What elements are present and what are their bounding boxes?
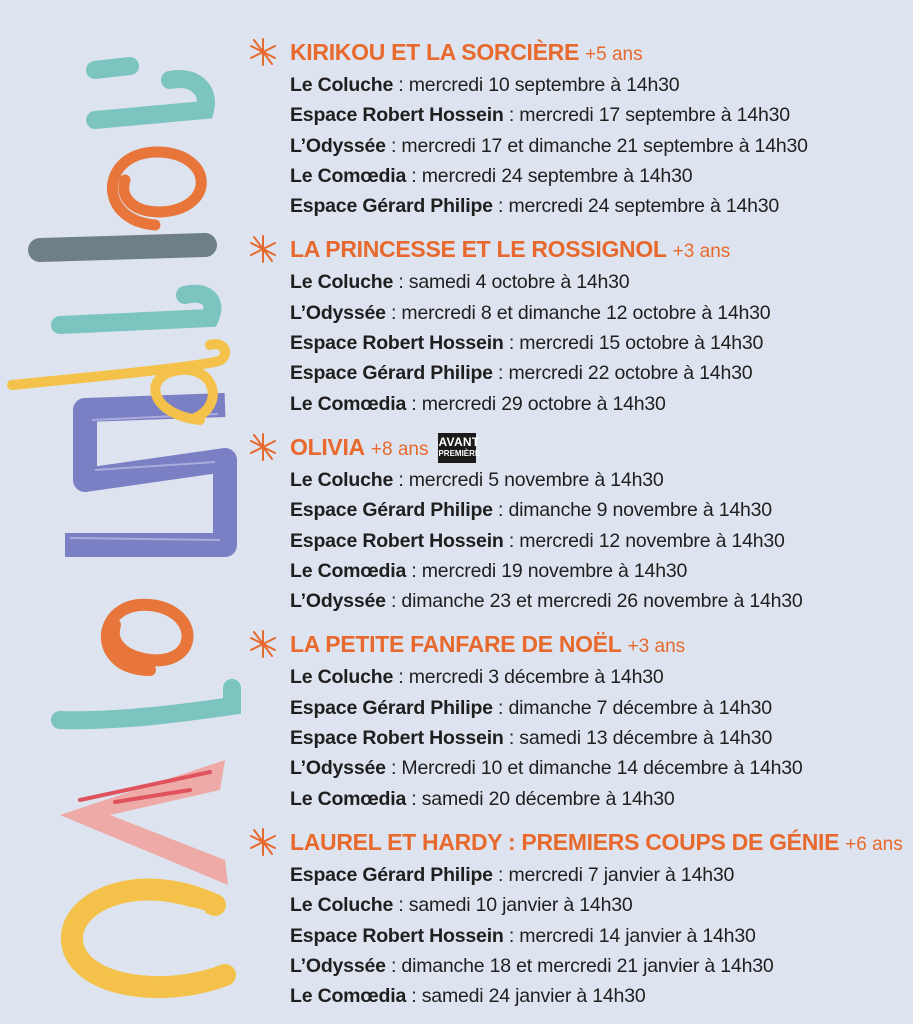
film-header: [248, 34, 908, 70]
separator: :: [503, 924, 520, 947]
screening-row: [248, 465, 908, 495]
screening-date: mercredi 15 octobre à 14h30: [519, 332, 764, 355]
screening-row: [248, 723, 908, 753]
film-header: [248, 626, 908, 662]
venue-name: Le Coluche: [290, 74, 394, 96]
screening-row: [248, 131, 908, 161]
separator: :: [492, 696, 509, 719]
film-header: [248, 429, 908, 465]
film-block: [248, 824, 908, 1011]
screening-row: [248, 784, 908, 814]
letter-e: [107, 605, 188, 670]
screening-row: [248, 191, 908, 221]
avant-premiere-badge: [438, 433, 481, 463]
screening-date: mercredi 24 septembre à 14h30: [421, 164, 693, 187]
film-title: LA PETITE FANFARE DE NOËL: [290, 631, 622, 658]
screening-row: [248, 358, 908, 388]
separator: :: [492, 362, 509, 385]
venue-name: L’Odyssée: [290, 757, 386, 780]
screening-date: samedi 10 janvier à 14h30: [408, 894, 633, 917]
film-title: LAUREL ET HARDY : PREMIERS COUPS DE GÉNIE: [290, 828, 840, 855]
separator: :: [393, 468, 409, 491]
film-title: KIRIKOU ET LA SORCIÈRE: [290, 39, 580, 65]
film-title: LA PRINCESSE ET LE ROSSIGNOL: [290, 236, 667, 263]
film-age: +8 ans: [370, 438, 429, 460]
screening-date: samedi 24 janvier à 14h30: [421, 985, 646, 1008]
screening-row: [248, 662, 908, 692]
screening-row: [248, 298, 908, 328]
film-block: [248, 231, 908, 418]
separator: :: [503, 332, 520, 355]
asterisk-icon: [248, 37, 278, 67]
separator: :: [385, 954, 402, 977]
letter-r: [60, 294, 212, 325]
separator: :: [385, 301, 402, 324]
screening-row: [248, 526, 908, 556]
separator: :: [385, 134, 402, 157]
film-block: [248, 429, 908, 616]
film-header: [248, 231, 908, 267]
venue-name: Le Comœdia: [290, 787, 407, 810]
venue-name: Espace Robert Hossein: [290, 332, 504, 355]
screening-date: mercredi 29 octobre à 14h30: [421, 392, 666, 415]
screening-date: mercredi 19 novembre à 14h30: [421, 559, 688, 582]
screening-row: [248, 161, 908, 191]
venue-name: Espace Robert Hossein: [290, 104, 504, 127]
schedule: [248, 34, 908, 1021]
separator: :: [393, 271, 409, 294]
screening-row: [248, 951, 908, 981]
screening-date: dimanche 9 novembre à 14h30: [508, 499, 772, 522]
letter-i: [40, 245, 205, 250]
separator: :: [393, 74, 409, 96]
screening-date: mercredi 10 septembre à 14h30: [408, 74, 680, 96]
venue-name: Espace Robert Hossein: [290, 727, 504, 750]
badge-line1: AVANT: [438, 434, 480, 449]
screening-date: mercredi 14 janvier à 14h30: [519, 924, 756, 947]
letter-e2: [112, 152, 201, 225]
screening-row: [248, 389, 908, 419]
screening-row: [248, 556, 908, 586]
venue-name: Espace Gérard Philipe: [290, 362, 493, 385]
screening-date: Mercredi 10 et dimanche 14 décembre à 14h30: [401, 757, 803, 780]
venue-name: Le Coluche: [290, 894, 394, 917]
screening-row: [248, 267, 908, 297]
screening-date: mercredi 3 décembre à 14h30: [408, 666, 664, 689]
venue-name: Le Coluche: [290, 666, 394, 689]
separator: :: [503, 727, 520, 750]
screening-row: [248, 328, 908, 358]
badge-line2: PREMIÈRE: [438, 448, 481, 458]
separator: :: [393, 666, 409, 689]
film-age: +5 ans: [585, 44, 643, 65]
screening-date: samedi 13 décembre à 14h30: [519, 727, 773, 750]
separator: :: [492, 863, 509, 886]
screening-row: [248, 860, 908, 890]
screening-date: mercredi 12 novembre à 14h30: [519, 529, 785, 552]
film-block: [248, 34, 908, 221]
screening-date: samedi 20 décembre à 14h30: [421, 787, 675, 810]
screening-date: dimanche 18 et mercredi 21 janvier à 14h30: [401, 954, 774, 977]
screening-date: dimanche 7 décembre à 14h30: [508, 696, 772, 719]
screening-row: [248, 890, 908, 920]
venue-name: Le Coluche: [290, 271, 394, 294]
separator: :: [503, 104, 520, 127]
asterisk-icon: [248, 827, 278, 857]
screening-date: mercredi 17 septembre à 14h30: [519, 104, 790, 127]
venue-name: Espace Gérard Philipe: [290, 195, 493, 218]
venue-name: Espace Robert Hossein: [290, 924, 504, 947]
venue-name: Le Coluche: [290, 468, 394, 491]
screening-date: samedi 4 octobre à 14h30: [408, 271, 630, 294]
asterisk-icon: [248, 432, 278, 462]
screening-date: mercredi 7 janvier à 14h30: [508, 863, 735, 886]
film-title: OLIVIA: [290, 433, 365, 460]
separator: :: [406, 985, 422, 1008]
screening-date: dimanche 23 et mercredi 26 novembre à 14h30: [401, 590, 803, 613]
separator: :: [503, 529, 520, 552]
film-header: [248, 824, 908, 860]
asterisk-icon: [248, 629, 278, 659]
venue-name: Espace Gérard Philipe: [290, 863, 493, 886]
screening-row: [248, 753, 908, 783]
venue-name: L’Odyssée: [290, 301, 386, 324]
screening-date: mercredi 5 novembre à 14h30: [408, 468, 664, 491]
venue-name: Le Comœdia: [290, 985, 407, 1008]
side-title: [0, 0, 260, 1024]
film-age: +6 ans: [845, 833, 903, 855]
screening-row: [248, 921, 908, 951]
separator: :: [492, 499, 509, 522]
separator: :: [393, 894, 409, 917]
screening-row: [248, 100, 908, 130]
venue-name: L’Odyssée: [290, 134, 386, 157]
separator: :: [406, 392, 422, 415]
separator: :: [406, 559, 422, 582]
screening-row: [248, 495, 908, 525]
film-block: [248, 626, 908, 813]
film-age: +3 ans: [627, 636, 686, 658]
letter-a: [60, 760, 228, 885]
film-age: +3 ans: [672, 241, 731, 263]
asterisk-icon: [248, 234, 278, 264]
venue-name: Espace Robert Hossein: [290, 529, 504, 552]
screening-date: mercredi 17 et dimanche 21 septembre à 14h30: [401, 134, 808, 157]
screening-row: [248, 981, 908, 1011]
venue-name: L’Odyssée: [290, 954, 386, 977]
letter-l: [60, 688, 232, 720]
venue-name: Le Comœdia: [290, 392, 407, 415]
screening-row: [248, 70, 908, 100]
screening-date: mercredi 22 octobre à 14h30: [508, 362, 753, 385]
venue-name: Le Comœdia: [290, 164, 407, 187]
separator: :: [385, 590, 402, 613]
screening-date: mercredi 8 et dimanche 12 octobre à 14h30: [401, 301, 771, 324]
venue-name: Le Comœdia: [290, 559, 407, 582]
side-title-lettering: [0, 0, 260, 1024]
screening-row: [248, 586, 908, 616]
letter-r2: [95, 66, 206, 120]
screening-row: [248, 693, 908, 723]
venue-name: Espace Gérard Philipe: [290, 499, 493, 522]
letter-n: [65, 405, 225, 545]
separator: :: [406, 787, 422, 810]
venue-name: L’Odyssée: [290, 590, 386, 613]
separator: :: [385, 757, 402, 780]
separator: :: [406, 164, 422, 187]
venue-name: Espace Gérard Philipe: [290, 696, 493, 719]
separator: :: [492, 195, 509, 218]
screening-date: mercredi 24 septembre à 14h30: [508, 195, 780, 218]
